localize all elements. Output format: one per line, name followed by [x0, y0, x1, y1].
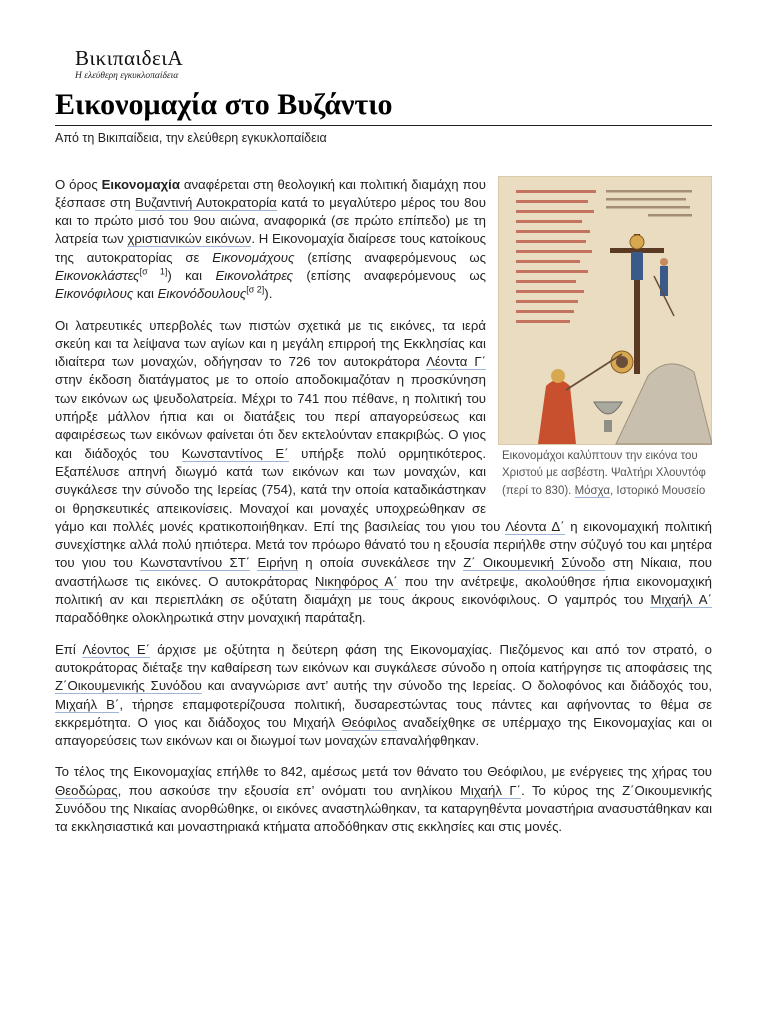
text-run: Επί	[55, 641, 83, 657]
site-logo[interactable]	[75, 48, 712, 82]
text-run: που την ανέτρεψε, ακολούθησε ήπια εικονομαχική πολιτική αν και περιεπλάκη σε οξύτατη διαμάχη με τους άκρους εικονόφιλους. Ο γαμπρός του	[55, 573, 712, 608]
text-run: (επίσης αναφερόμενους ως	[294, 249, 486, 265]
link-leo-iv[interactable]: Λέοντα Δ΄	[505, 518, 565, 534]
text-run: κατά το μεγαλύτερο μέρος του 8ου και το πρώτο μισό του 9ου αιώνα, αναφορικά (σε πρώτο επίπεδο) με τη λατρεία των	[55, 194, 486, 247]
term-bold: Εικονομαχία	[101, 176, 180, 192]
text-run: η οποία συνεκάλεσε την	[297, 555, 464, 571]
term-italic: Εικονολάτρες	[215, 267, 294, 283]
footnote-ref-2[interactable]: [σ 2]	[246, 284, 265, 295]
text-run: αναδείχθηκε σε υπέρμαχο της Εικονομαχίας και οι απαγορεύσεις των εικόνων και οι διωγμοί των μοναχών επαναλήφθηκαν.	[55, 714, 712, 749]
footnote-ref-1[interactable]: [σ 1]	[139, 266, 168, 277]
text-run: ) και	[167, 267, 216, 283]
logo-wordmark: ΒικιπαιδειΑ	[75, 46, 184, 70]
link-byzantine-empire[interactable]: Βυζαντινή Αυτοκρατορία	[135, 194, 277, 210]
article-figure	[498, 176, 712, 501]
text-run: . Το κύρος της Ζ΄Οικουμενικής Συνόδου της Νικαίας ανορθώθηκε, οι εικόνες αναστηλώθηκαν, τα καταργηθέντα μοναστήρια ανασυστάθηκαν και τα εκκλησιαστικά και μοναστηριακά κτήματα αποδόθηκαν στις εκκλησίες και στις μονές.	[55, 782, 713, 835]
text-run: στη Νίκαια, που αναστήλωσε τις εικόνες. Ο αυτοκράτορας	[55, 555, 713, 589]
paragraph-end	[55, 763, 712, 836]
page-title: Εικονομαχία στο Βυζάντιο	[55, 88, 712, 126]
site-tagline: Από τη Βικιπαίδεια, την ελεύθερη εγκυκλοπαίδεια	[55, 130, 327, 145]
link-theophilos[interactable]: Θεόφιλος	[341, 714, 397, 730]
link-leo-v[interactable]: Λέοντος Ε΄	[82, 641, 151, 657]
text-run: η εικονομαχική πολιτική συνεχίστηκε αλλά πολύ ηπιότερα. Μετά τον πρόωρο θάνατό του η εξουσία περιήλθε στην σύζυγό του και μητέρα του γιου του	[55, 518, 712, 571]
term-italic: Εικονοκλάστες	[55, 267, 140, 283]
text-run: (επίσης αναφερόμενους ως	[293, 267, 487, 283]
link-constantine-vi[interactable]: Κωνσταντίνου ΣΤ΄	[140, 555, 251, 571]
text-run: παραδόθηκε ολοκληρωτικά στην μοναχική παράταξη.	[55, 610, 366, 626]
link-michael-ii[interactable]: Μιχαήλ Β΄	[55, 696, 120, 712]
text-run: Ο όρος	[55, 176, 102, 192]
manuscript-illustration-image[interactable]	[498, 176, 712, 445]
term-italic: Εικονόφιλους	[55, 286, 134, 302]
text-run: και	[133, 286, 158, 302]
link-constantine-v[interactable]: Κωνσταντίνος Ε΄	[181, 445, 289, 461]
article-body	[55, 176, 712, 837]
link-irene[interactable]: Ειρήνη	[257, 555, 298, 571]
link-michael-iii[interactable]: Μιχαήλ Γ΄	[459, 782, 522, 798]
link-christian-icons[interactable]: χριστιανικών εικόνων	[127, 231, 252, 247]
page	[55, 48, 712, 850]
paragraph-second-phase	[55, 641, 712, 751]
text-run: αναφέρεται στη θεολογική και πολιτική διαμάχη που ξέσπασε στη	[55, 176, 486, 210]
link-leo-iii[interactable]: Λέοντα Γ΄	[426, 354, 486, 370]
text-run: . Η Εικονομαχία διαίρεσε τους κατοίκους της αυτοκρατορίας σε	[55, 231, 487, 265]
link-nikephoros-i[interactable]: Νικηφόρος Α΄	[314, 573, 398, 589]
logo-subtitle: Η ελεύθερη εγκυκλοπαίδεια	[75, 71, 179, 81]
text-run: Οι λατρευτικές υπερβολές των πιστών σχετικά με τις εικόνες, τα ιερά σκεύη και τα λείψανα των αγίων και η μεγάλη επιρροή της Εκκλησίας και ιδιαίτερα των μοναχών, οδήγησαν το 726 τον αυτοκράτορα	[55, 317, 486, 370]
figure-caption	[498, 448, 712, 501]
text-run: και αναγνώρισε αντ’ αυτής την σύνοδο της Ιερείας. Ο δολοφόνος και διάδοχός του,	[201, 678, 712, 694]
text-run: , τήρησε επαμφοτερίζουσα πολιτική, δυσαρεστώντας τους πάντες και αφήνοντας το θέμα σε εκκρεμότητα. Ο γιος και διάδοχος του Μιχαήλ	[55, 696, 713, 730]
link-seventh-council-2[interactable]: Ζ΄Οικουμενικής Συνόδου	[55, 678, 202, 694]
caption-link-moscow[interactable]: Μόσχα	[574, 484, 611, 497]
text-run: Το τέλος της Εικονομαχίας επήλθε το 842, αμέσως μετά τον θάνατο του Θεόφιλου, με ενέργειες της χήρας του	[55, 764, 712, 780]
text-run: , που ασκούσε την εξουσία επ’ ονόματι του ανηλίκου	[117, 782, 460, 798]
text-run: άρχισε με οξύτητα η δεύτερη φάση της Εικονομαχίας. Πιεζόμενος και από τον στρατό, ο αυτοκράτορας διέταξε την καθαίρεση των εικόνων και συγκάλεσε σύνοδο η οποία κατήργησε τις αποφάσεις της	[55, 641, 713, 675]
text-run: στην έκδοση διατάγματος με το οποίο αποδοκιμαζόταν η προσκύνηση των εικόνων ως ψευδολατρεία. Μέχρι το 741 που πέθανε, η πολιτική του υπήρξε μάλλον ήπια και οι διατάξεις του περί απαγορεύσεως και αφαιρέσεως των εικόνων φαίνεται ότι δεν εκτελούνταν επακριβώς. Ο γιος και διάδοχός του	[55, 372, 486, 461]
link-michael-i[interactable]: Μιχαήλ Α΄	[650, 592, 712, 608]
link-theodora[interactable]: Θεοδώρας	[55, 782, 118, 798]
text-run: υπήρξε πολύ ορμητικότερος. Εξαπέλυσε απηνή διωγμό κατά των εικόνων και των μοναχών, και συγκάλεσε την σύνοδο της Ιερείας (754), κατά την οποία καταδικάστηκαν οι θρησκευτικές απεικονίσεις. Μοναχοί και μοναχές υποχρεώθηκαν σε γάμο και πολλές μονές κρατικοποιήθηκαν. Επί της βασιλείας του γιου του	[55, 445, 506, 534]
term-italic: Εικονομάχους	[212, 249, 295, 265]
caption-text: Εικονομάχοι καλύπτουν την εικόνα του Χριστού με ασβέστη. Ψαλτήρι Χλουντόφ (περί το 830).	[502, 449, 706, 497]
link-seventh-council[interactable]: Ζ΄ Οικουμενική Σύνοδο	[463, 555, 606, 571]
text-run: ).	[264, 286, 273, 302]
caption-tail: , Ιστορικό Μουσείο	[610, 484, 706, 497]
term-italic: Εικονόδουλους	[157, 286, 247, 302]
